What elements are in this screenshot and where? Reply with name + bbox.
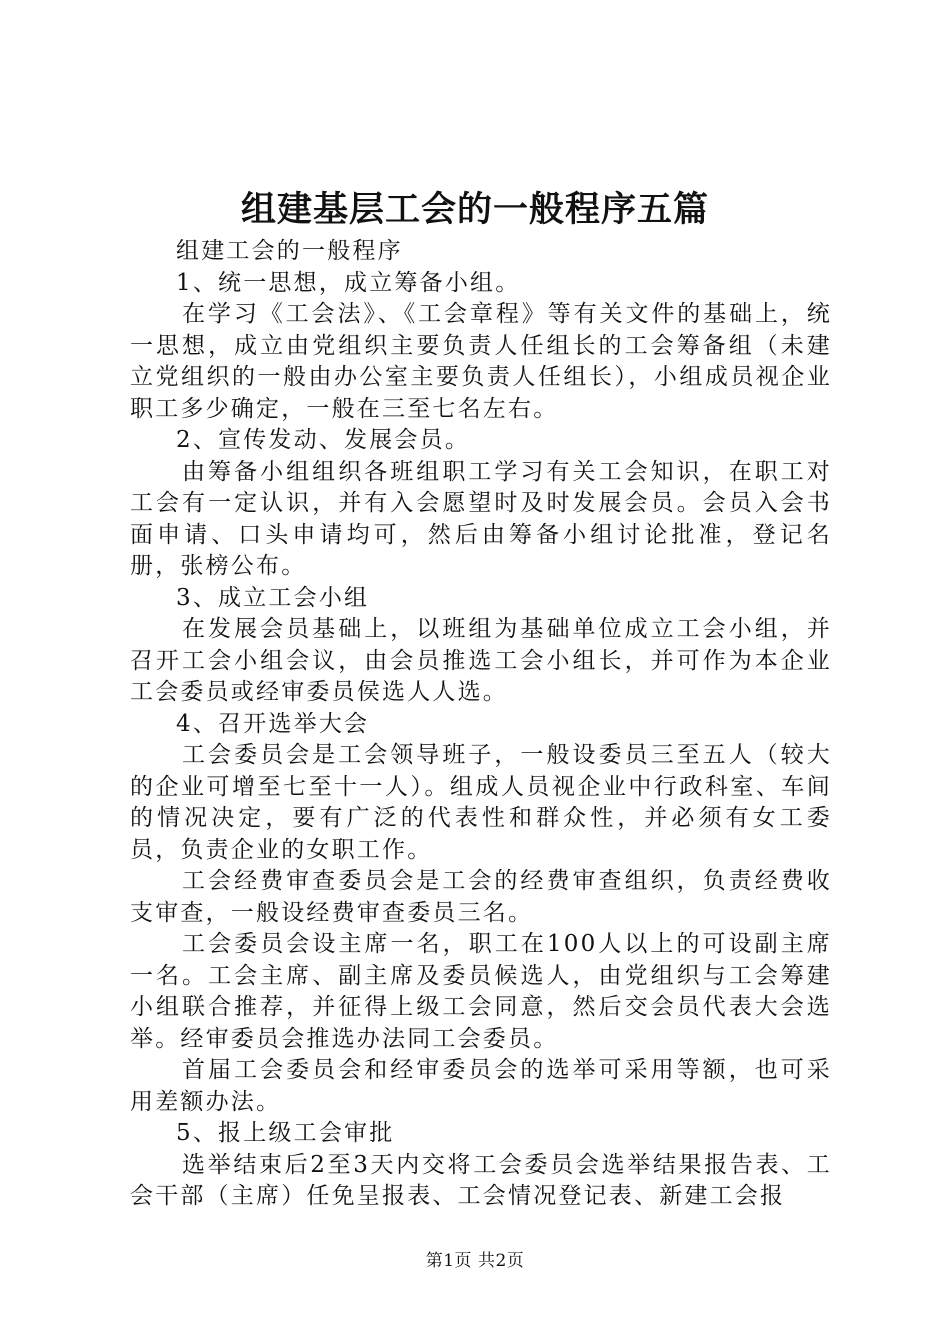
paragraph: 在学习《工会法》、《工会章程》等有关文件的基础上，统一思想，成立由党组织主要负责人任组长的工会筹备组（未建立党组织的一般由办公室主要负责人任组长），小组成员视企业职工多少确定，一般在三至七名左右。 [130,301,832,422]
section-heading: 3、成立工会小组 [176,584,370,611]
paragraph: 工会委员会设主席一名，职工在100人以上的可设副主席一名。工会主席、副主席及委员候选人，由党组织与工会筹建小组联合推荐，并征得上级工会同意，然后交会员代表大会选举。经审委员会推选办法同工会委员。 [130,931,832,1052]
section-heading: 1、统一思想，成立筹备小组。 [176,269,521,296]
paragraph: 由筹备小组组织各班组职工学习有关工会知识，在职工对工会有一定认识，并有入会愿望时及时发展会员。会员入会书面申请、口头申请均可，然后由筹备小组讨论批准，登记名册，张榜公布。 [130,458,832,579]
paragraph: 在发展会员基础上，以班组为基础单位成立工会小组，并召开工会小组会议，由会员推选工会小组长，并可作为本企业工会委员或经审委员侯选人人选。 [130,616,832,705]
section-heading: 5、报上级工会审批 [176,1120,395,1146]
paragraph: 工会经费审查委员会是工会的经费审查组织，负责经费收支审查，一般设经费审查委员三名。 [130,868,832,926]
paragraph: 选举结束后2至3天内交将工会委员会选举结果报告表、工会干部（主席）任免呈报表、工会情况登记表、新建工会报 [130,1151,832,1209]
document-subtitle: 组建工会的一般程序 [176,238,403,264]
document-body [130,236,832,1213]
paragraph: 工会委员会是工会领导班子，一般设委员三至五人（较大的企业可增至七至十一人）。组成人员视企业中行政科室、车间的情况决定，要有广泛的代表性和群众性，并必须有女工委员，负责企业的女职工作。 [130,742,832,863]
page-number: 第1页 共2页 [425,1251,525,1271]
section-heading: 2、宣传发动、发展会员。 [176,427,471,453]
section-heading: 4、召开选举大会 [176,710,370,737]
page-title: 组建基层工会的一般程序五篇 [240,189,709,230]
paragraph: 首届工会委员会和经审委员会的选举可采用等额，也可采用差额办法。 [130,1057,832,1115]
